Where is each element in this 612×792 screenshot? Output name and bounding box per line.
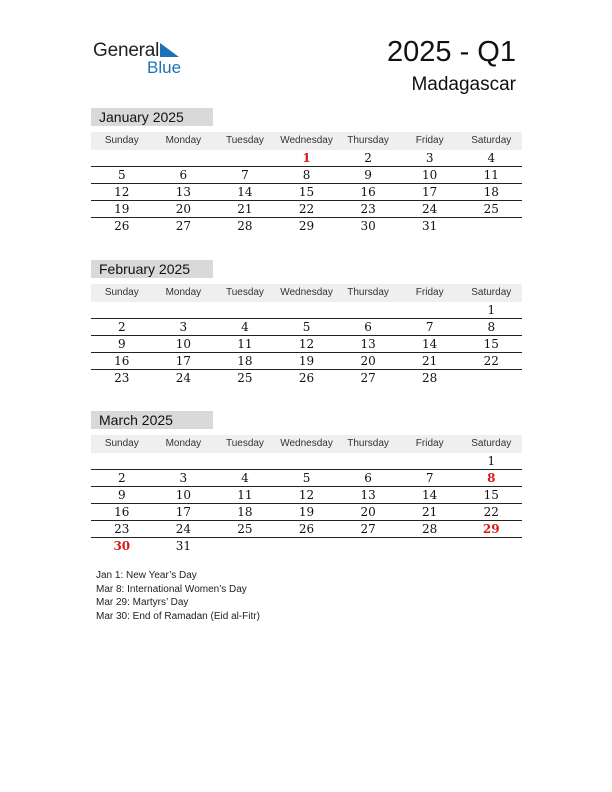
weekday-header — [91, 132, 522, 150]
week-row — [91, 487, 522, 504]
day-cell: 7 — [425, 320, 434, 334]
day-cell: 28 — [422, 522, 438, 536]
logo-general-text: General — [93, 40, 160, 61]
day-cell: 13 — [360, 488, 376, 502]
weekday-label: Tuesday — [225, 135, 264, 146]
day-cell: 22 — [483, 354, 499, 368]
day-cell: 2 — [364, 151, 372, 165]
day-cell: 9 — [117, 337, 126, 351]
day-cell: 18 — [237, 505, 253, 519]
week-row — [91, 184, 522, 201]
weekday-label: Monday — [165, 135, 202, 146]
day-cell: 17 — [175, 354, 191, 368]
day-cell — [337, 302, 399, 318]
day-cell — [276, 453, 338, 469]
day-cell: 6 — [364, 471, 372, 485]
day-cell — [276, 302, 338, 318]
weekday-label: Saturday — [471, 438, 512, 449]
week-row — [91, 167, 522, 184]
weekday-label: Saturday — [471, 135, 512, 146]
day-cell: 15 — [483, 488, 499, 502]
day-cell: 3 — [179, 320, 188, 334]
day-cell: 25 — [483, 202, 499, 216]
holiday-day-cell: 30 — [113, 539, 131, 553]
day-cell: 21 — [422, 354, 438, 368]
day-cell: 7 — [425, 471, 434, 485]
day-cell: 8 — [302, 168, 311, 182]
day-cell: 31 — [175, 539, 191, 553]
day-cell: 23 — [360, 202, 376, 216]
day-cell: 22 — [483, 505, 499, 519]
day-cell: 20 — [175, 202, 191, 216]
day-cell: 16 — [114, 505, 130, 519]
day-cell: 5 — [117, 168, 126, 182]
weekday-label: Monday — [165, 287, 202, 298]
day-cell: 30 — [360, 219, 376, 233]
week-row — [91, 302, 522, 319]
week-row — [91, 504, 522, 521]
holiday-note: Mar 29: Martyrs’ Day — [96, 597, 189, 608]
day-cell — [460, 218, 522, 234]
weekday-label: Wednesday — [280, 287, 333, 298]
week-row — [91, 470, 522, 487]
day-cell: 11 — [237, 337, 253, 351]
day-cell: 22 — [298, 202, 315, 216]
day-cell: 6 — [179, 168, 188, 182]
day-cell: 10 — [175, 488, 191, 502]
day-cell: 4 — [241, 471, 249, 485]
month-january — [91, 108, 522, 234]
holiday-note: Jan 1: New Year’s Day — [96, 570, 197, 581]
day-cell — [214, 150, 276, 166]
weekday-header — [91, 435, 522, 453]
day-cell: 13 — [175, 185, 191, 199]
day-cell: 15 — [298, 185, 315, 199]
day-cell: 27 — [175, 219, 191, 233]
day-cell — [399, 538, 461, 554]
day-cell: 10 — [422, 168, 438, 182]
day-cell: 11 — [237, 488, 253, 502]
weekday-label: Friday — [415, 438, 444, 449]
day-cell: 16 — [360, 185, 376, 199]
day-cell: 1 — [487, 303, 496, 317]
day-cell — [399, 302, 461, 318]
weekday-label: Sunday — [104, 135, 139, 146]
day-cell — [460, 370, 522, 386]
day-cell: 23 — [114, 522, 130, 536]
logo-blue-text: Blue — [147, 58, 182, 77]
holiday-notes — [96, 569, 260, 623]
day-cell: 29 — [298, 219, 315, 233]
day-cell: 4 — [241, 320, 249, 334]
month-label: January 2025 — [91, 108, 213, 126]
week-row — [91, 353, 522, 370]
day-cell: 12 — [114, 185, 130, 199]
day-cell: 26 — [298, 371, 315, 385]
day-cell — [214, 538, 276, 554]
day-cell: 28 — [237, 219, 253, 233]
logo-triangle-icon — [160, 43, 180, 59]
day-cell: 21 — [422, 505, 438, 519]
day-cell: 14 — [237, 185, 253, 199]
day-cell: 19 — [298, 354, 315, 368]
week-row — [91, 521, 522, 538]
day-cell — [153, 150, 215, 166]
day-cell — [214, 302, 276, 318]
day-cell: 19 — [298, 505, 315, 519]
month-march — [91, 411, 522, 554]
page-title: 2025 - Q1 — [387, 36, 516, 68]
week-row — [91, 336, 522, 353]
day-cell: 14 — [422, 337, 438, 351]
weekday-label: Thursday — [347, 135, 389, 146]
day-cell: 1 — [487, 454, 496, 468]
day-cell: 11 — [483, 168, 499, 182]
day-cell: 18 — [483, 185, 499, 199]
day-cell: 23 — [114, 371, 130, 385]
day-cell: 21 — [237, 202, 253, 216]
day-cell: 31 — [422, 219, 438, 233]
weekday-label: Thursday — [347, 438, 389, 449]
weekday-header — [91, 284, 522, 302]
day-cell: 7 — [241, 168, 249, 182]
week-row — [91, 370, 522, 386]
holiday-day-cell: 8 — [487, 471, 496, 485]
day-cell: 13 — [360, 337, 376, 351]
weekday-label: Wednesday — [280, 438, 333, 449]
day-cell: 25 — [237, 522, 253, 536]
week-row — [91, 319, 522, 336]
weekday-label: Friday — [415, 135, 444, 146]
week-row — [91, 538, 522, 554]
week-row — [91, 201, 522, 218]
day-cell: 8 — [487, 320, 496, 334]
logo — [93, 40, 193, 80]
weekday-label: Tuesday — [225, 438, 264, 449]
day-cell — [399, 453, 461, 469]
month-label: February 2025 — [91, 260, 213, 278]
week-row — [91, 453, 522, 470]
weekday-label: Monday — [165, 438, 202, 449]
day-cell: 26 — [114, 219, 130, 233]
day-cell — [337, 453, 399, 469]
month-grid — [91, 150, 522, 234]
day-cell: 2 — [117, 471, 126, 485]
weekday-label: Wednesday — [280, 135, 333, 146]
day-cell — [153, 302, 215, 318]
day-cell: 19 — [114, 202, 130, 216]
day-cell: 2 — [117, 320, 126, 334]
day-cell: 17 — [175, 505, 191, 519]
day-cell: 3 — [425, 151, 434, 165]
week-row — [91, 150, 522, 167]
day-cell: 12 — [298, 488, 315, 502]
day-cell — [91, 150, 153, 166]
day-cell: 20 — [360, 505, 376, 519]
day-cell: 28 — [422, 371, 438, 385]
day-cell: 26 — [298, 522, 315, 536]
holiday-note: Mar 30: End of Ramadan (Eid al-Fitr) — [96, 610, 260, 622]
month-grid — [91, 453, 522, 554]
day-cell: 17 — [422, 185, 438, 199]
day-cell — [91, 302, 153, 318]
day-cell — [214, 453, 276, 469]
day-cell: 5 — [302, 471, 311, 485]
holiday-note: Mar 8: International Women’s Day — [96, 583, 247, 595]
day-cell: 27 — [360, 522, 376, 536]
day-cell — [276, 538, 338, 554]
month-grid — [91, 302, 522, 386]
day-cell — [91, 453, 153, 469]
day-cell: 20 — [360, 354, 376, 368]
day-cell: 15 — [483, 337, 499, 351]
day-cell: 24 — [175, 522, 191, 536]
day-cell: 3 — [179, 471, 188, 485]
day-cell: 25 — [237, 371, 253, 385]
weekday-label: Tuesday — [225, 287, 264, 298]
weekday-label: Friday — [415, 287, 444, 298]
day-cell: 18 — [237, 354, 253, 368]
weekday-label: Sunday — [104, 287, 139, 298]
day-cell: 9 — [117, 488, 126, 502]
holiday-day-cell: 29 — [482, 522, 500, 536]
week-row — [91, 218, 522, 234]
day-cell: 14 — [422, 488, 438, 502]
day-cell: 5 — [302, 320, 311, 334]
day-cell — [153, 453, 215, 469]
day-cell: 9 — [364, 168, 372, 182]
month-february — [91, 260, 522, 386]
day-cell: 24 — [422, 202, 438, 216]
day-cell: 10 — [175, 337, 191, 351]
weekday-label: Saturday — [471, 287, 512, 298]
weekday-label: Sunday — [104, 438, 139, 449]
day-cell: 24 — [175, 371, 191, 385]
day-cell: 16 — [114, 354, 130, 368]
month-label: March 2025 — [91, 411, 213, 429]
day-cell — [460, 538, 522, 554]
country-name: Madagascar — [411, 74, 516, 95]
holiday-day-cell: 1 — [302, 151, 311, 165]
day-cell — [337, 538, 399, 554]
day-cell: 27 — [360, 371, 376, 385]
day-cell: 12 — [298, 337, 315, 351]
day-cell: 4 — [487, 151, 496, 165]
weekday-label: Thursday — [347, 287, 389, 298]
day-cell: 6 — [364, 320, 372, 334]
